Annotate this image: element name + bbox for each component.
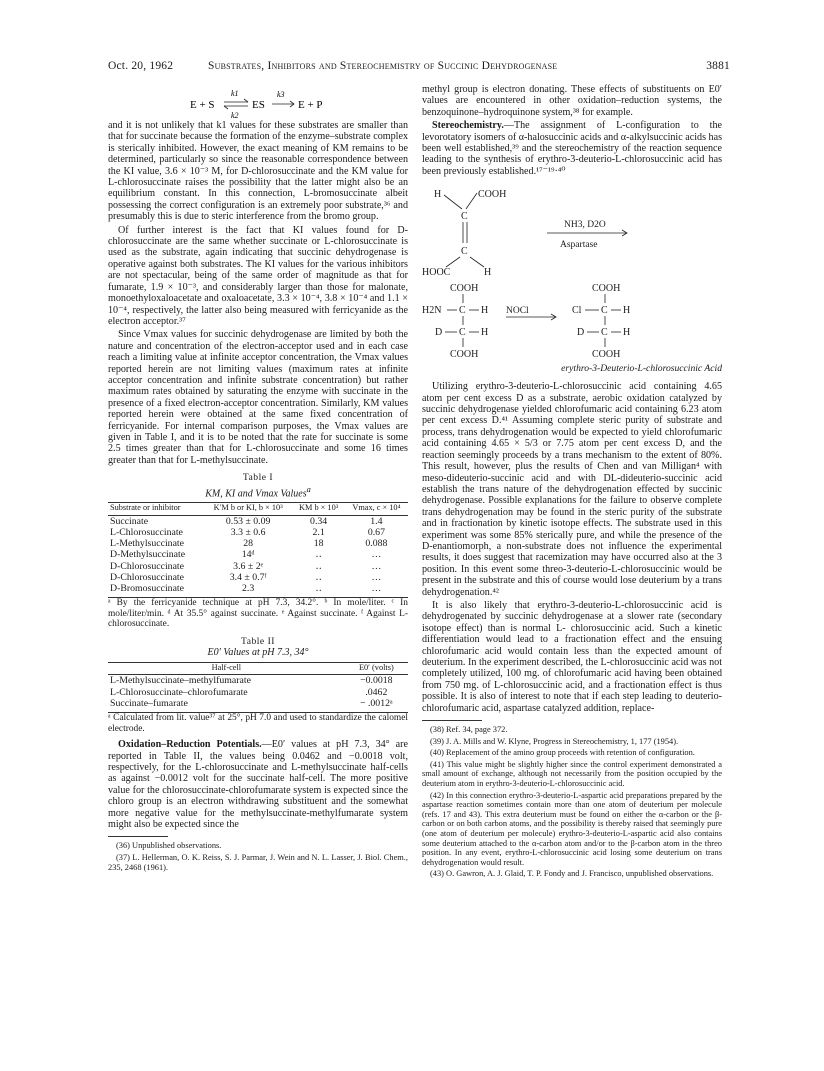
cell: D-Chlorosuccinate — [110, 571, 184, 583]
footnote: (39) J. A. Mills and W. Klyne, Progress in Stereochemistry, 1, 177 (1954). — [430, 736, 679, 746]
atom-cooh: COOH — [450, 283, 479, 295]
equilibrium-scheme — [148, 84, 368, 120]
section-title: Oxidation–Reduction Potentials. — [118, 739, 262, 751]
table-2-note: ᵃ Calculated from lit. value³⁷ at 25°, pH 7.0 and used to standardize the calomel electrode. — [108, 712, 408, 734]
atom-h2n: H2N — [422, 305, 442, 317]
svg-text:C: C — [601, 305, 608, 317]
reagent-1-label: Aspartase — [560, 240, 598, 251]
cell: ‥ — [315, 560, 322, 572]
table-row — [108, 583, 408, 594]
paragraph — [108, 739, 408, 830]
cell: 3.4 ± 0.7ᶠ — [229, 571, 267, 583]
cell: 2.1 — [312, 527, 325, 539]
paragraph — [422, 120, 722, 177]
cell: 0.088 — [365, 538, 388, 550]
table-1-title — [108, 484, 408, 500]
table-1-title-mark: a — [306, 484, 311, 494]
svg-text:C: C — [461, 246, 468, 258]
page-number: 3881 — [706, 60, 730, 72]
paragraph: Since Vmax values for succinic dehydrogenase are limited by both the nature and concentration of the electron-acceptor used and in each case reach a limiting value at infinite acceptor concentration, the Vmax values reported herein are not limiting values (maximum rates at infinite acceptor concentration and infinite substrate concentration) but rather maximum rates obtained by saturating the enzyme with succinate in the presence of a fixed electron-acceptor concentration. Similarly, KM values reported herein were obtained at the same fixed concentration of ferricyanide. For internal comparison purposes, the Vmax values are given in Table I, and it is to be noted that the rate for succinate is some 2.5 times greater than that for L-chlorosuccinate and some 16 times greater than that for L-methylsuccinate. — [108, 329, 408, 466]
cell: L-Chlorosuccinate — [110, 527, 183, 539]
atom-hooc: HOOC — [422, 267, 451, 279]
cell: 2.3 — [242, 583, 255, 595]
col-header: KM b × 10³ — [299, 503, 339, 513]
eq-k2: k2 — [231, 111, 239, 120]
paragraph: Of further interest is the fact that KI values found for D-chlorosuccinate are the same whether succinate or L-chlorosuccinate is used as the substrate, again indicating that succinic dehydrogenase is operative against both substrates. The KI values for the various inhibitors are not spectacular, being of the same order of magnitude as that for fumarate, 1.9 × 10⁻³, and considerably larger than those for malonate, monoethyloxaloacetate and oxaloacetate, 3.3 × 10⁻⁴, 3.8 × 10⁻⁴ and 1.1 × 10⁻⁴, respectively, the latter also being measured with ferricyanide as the electron acceptor.³⁷ — [108, 224, 408, 327]
footnote: (43) O. Gawron, A. J. Glaid, T. P. Fondy and J. Francisco, unpublished observations. — [430, 869, 714, 879]
atom-h: H — [623, 327, 631, 339]
cell: 0.67 — [367, 527, 385, 539]
atom-h: H — [481, 327, 489, 339]
cell: L-Methylsuccinate — [110, 538, 184, 550]
svg-text:C: C — [459, 305, 466, 317]
cell: … — [371, 583, 382, 595]
atom-cooh: COOH — [592, 349, 621, 361]
table-1 — [108, 472, 408, 630]
cell: … — [371, 560, 382, 572]
svg-text:C: C — [461, 211, 468, 223]
svg-text:C: C — [601, 327, 608, 339]
cell: D-Methylsuccinate — [110, 549, 186, 561]
cell: Succinate — [110, 515, 149, 527]
footnote: (40) Replacement of the amino group proceeds with retention of configuration. — [430, 748, 695, 758]
cell: … — [371, 571, 382, 583]
paragraph-text: —E0′ values at pH 7.3, 34° are reported in Table II, the values being 0.0462 and −0.0018 volt, respectively, for the L-chlorosuccinate and L-methylsuccinate half-cells as against −0.0012 volt for the succinate half-cell. The more positive value for the chlorosuccinate-chlorofumarate system is expected since the chloro group is an electron withdrawing substituent and the somewhat more negative value for the methylsuccinate-methylfumarate system might also be expected since the — [108, 739, 409, 830]
footnote: (38) Ref. 34, page 372. — [430, 725, 508, 735]
structure-drawing — [422, 179, 722, 427]
eq-rhs: E + P — [298, 99, 323, 111]
cell: L-Chlorosuccinate–chlorofumarate — [110, 686, 248, 698]
footnote: (41) This value might be slightly higher since the control experiment demonstrated a small amount of exchange, although not necessarily from the position occupied by the deuterium atom in erythro-3-deuterio-L-chlorosuccinic acid. — [422, 759, 722, 788]
left-column — [108, 84, 408, 874]
header-title: Substrates, Inhibitors and Stereochemistry of Succinic Dehydrogenase — [208, 60, 558, 72]
cell: D-Bromosuccinate — [110, 583, 184, 595]
table-row — [108, 561, 408, 572]
cell: 28 — [243, 538, 254, 550]
table-1-title-text: KM, KI and Vmax Values — [205, 487, 307, 499]
cell: L-Methylsuccinate–methylfumarate — [110, 675, 251, 687]
footnote-divider — [422, 720, 482, 721]
cell: ‥ — [315, 583, 322, 595]
eq-lhs: E + S — [190, 99, 215, 111]
eq-middle: ES — [252, 99, 265, 111]
cell: 18 — [313, 538, 324, 550]
table-1-grid — [108, 502, 408, 594]
col-header: Substrate or inhibitor — [110, 503, 181, 513]
table-row — [108, 572, 408, 583]
table-row — [108, 687, 408, 698]
cell: 0.53 ± 0.09 — [225, 515, 271, 527]
col-header: K′M b or KI, b × 10³ — [213, 503, 283, 513]
kinetic-equation — [108, 84, 408, 120]
running-header — [108, 60, 730, 76]
footnote: (36) Unpublished observations. — [116, 841, 222, 851]
svg-text:C: C — [459, 327, 466, 339]
cell: ‥ — [315, 549, 322, 561]
atom-cooh: COOH — [592, 283, 621, 295]
cell: ‥ — [315, 571, 322, 583]
cell: D-Chlorosuccinate — [110, 560, 184, 572]
table-1-label: Table I — [242, 472, 274, 484]
reagent-1: NH3, D2O — [564, 220, 606, 231]
right-column — [422, 84, 722, 881]
paragraph: Utilizing erythro-3-deuterio-L-chlorosuccinic acid containing 4.65 atom per cent excess D as a substrate, aerobic oxidation catalyzed by succinic dehydrogenase yielded chlorofumaric acid containing 6.23 atom per cent excess D.⁴¹ Assuming complete steric purity of substrate and process, trans dehydrogenation would be expected to yield chlorofumaric acid containing 4.65 × 5/3 or 7.75 atom per cent excess D, and the reaction seemingly proceeds by a trans mechanism to the extent of 80%. This result, however, plus the results of Chen and van Milligan⁴ with meso-dideuterio-succinic acid and with DL-dideuterio-succinic acid establish the trans nature of the dehydrogenation effected by succinic dehydrogenase. Possible explanations for the failure to observe complete trans dehydrogenation may be found in the steric purity of the substrate and in fractionation by kinetic isotope effects. The substrate used in this experiment was some 85% sterically pure, and while the presence of the D-enantiomorph, a non-substrate does not influence the experimental results, it does suggest that racemization may have occurred also at the 3 position. In this event some threo-3-deuterio-L-chlorosuccinic would be present in the substrate and this of course would lose deuterium by a trans dehydrogenation.⁴² — [422, 381, 722, 598]
cell: .0462 — [365, 686, 388, 698]
cell: − .0012ᵃ — [359, 697, 393, 709]
cell: … — [371, 549, 382, 561]
table-row — [108, 698, 408, 709]
table-2-grid — [108, 662, 408, 709]
atom-h: H — [481, 305, 489, 317]
paragraph: methyl group is electron donating. These effects of substituents on E0′ values are encountered in other oxidation–reduction systems, the benzoquinone–hydroquinone system,³⁸ for example. — [422, 84, 722, 118]
col-header: Half-cell — [211, 662, 242, 672]
table-row — [108, 549, 408, 560]
atom-cooh: COOH — [450, 349, 479, 361]
cell: 1.4 — [370, 515, 383, 527]
reagent-2: NOCl — [506, 306, 529, 317]
col-header: Vmax, c × 10⁴ — [352, 503, 401, 513]
atom-d: D — [435, 327, 443, 339]
atom-d: D — [577, 327, 585, 339]
atom-h: H — [434, 189, 442, 201]
paragraph: and it is not unlikely that k1 values for these substrates are smaller than that for succinate because the formation of the enzyme–substrate complex is sterically inhibited. However, the exact meaning of KM remains to be determined, particularly so since the reasonable correspondence between the KI value, 3.6 × 10⁻³ M, for D-chlorosuccinate and the KM value for L-chlorosuccinate raises the possibility that the latter might also be an equilibrium constant. In this connection, L-bromosuccinate albeit possessing the correct configuration is an extremely poor substrate,³⁶ and presumably this is due to steric interference from the bromo group. — [108, 120, 408, 223]
table-2-label: Table II — [241, 636, 275, 648]
scheme-caption: erythro-3-Deuterio-L-chlorosuccinic Acid — [561, 363, 722, 375]
footnote-divider — [108, 836, 168, 837]
cell: 14ᵈ — [241, 549, 255, 561]
cell: Succinate–fumarate — [110, 697, 188, 709]
eq-k3: k3 — [277, 90, 285, 99]
cell: 3.6 ± 2ᵉ — [233, 560, 264, 572]
table-row — [108, 515, 408, 527]
atom-cl: Cl — [572, 305, 582, 317]
footnote: (37) L. Hellerman, O. K. Reiss, S. J. Parmar, J. Wein and N. L. Lasser, J. Biol. Chem., 235, 2468 (1961). — [108, 852, 408, 872]
cell: 0.34 — [310, 515, 328, 527]
table-row — [108, 527, 408, 538]
col-header: E0′ (volts) — [358, 662, 394, 672]
table-1-note: ᵃ By the ferricyanide technique at pH 7.3, 34.2°. ᵇ In mole/liter. ᶜ In mole/liter/min. ᵈ At 35.5° against succinate. ᵉ Against succinate. ᶠ Against L-chlorosuccinate. — [108, 598, 408, 630]
header-date: Oct. 20, 1962 — [108, 60, 174, 72]
eq-k1: k1 — [231, 89, 239, 98]
section-title: Stereochemistry. — [432, 120, 504, 132]
reaction-scheme — [422, 179, 722, 439]
table-2 — [108, 636, 408, 734]
cell: 3.3 ± 0.6 — [230, 527, 266, 539]
table-2-title: E0′ Values at pH 7.3, 34° — [207, 647, 309, 659]
atom-cooh: COOH — [478, 189, 507, 201]
cell: −0.0018 — [360, 675, 393, 687]
table-row — [108, 538, 408, 549]
atom-h: H — [484, 267, 492, 279]
atom-h: H — [623, 305, 631, 317]
paragraph-text: —The assignment of L-configuration to the levorotatory isomers of α-halosuccinic acids and α-alkylsuccinic acids has been well established,³⁹ and the stereochemistry of the reaction sequence leading to the synthesis of erythro-3-deuterio-L-chlorosuccinic acid has been previously established.¹⁷⁻¹⁹·⁴⁰ — [422, 120, 722, 177]
footnote: (42) In this connection erythro-3-deuterio-L-aspartic acid preparations prepared by the aspartase reaction sometimes contain more than one atom of deuterium per molecule (refs. 17 and 43). This extra deuterium must be found on either the α-carbon or the β-carbon or on both carbon atoms, and the possibility is thereby raised that seemingly pure (one atom of deuterium per molecule) erythro-3-deuterio-L-aspartic acid also contains some deuterium attached to the α-carbon atom and/or to the β-carbon atom in the threo position. In any event, erythro-L-chlorosuccinic acid losing some deuterium on trans dehydrogenation would result. — [422, 790, 722, 867]
table-row — [108, 675, 408, 687]
paragraph: It is also likely that erythro-3-deuterio-L-chlorosuccinic acid is dehydrogenated by succinic dehydrogenase at a slower rate (secondary isotope effect) than is normal L- chlorosuccinic acid. Such a kinetic differentiation would lead to a fractionation effect and the ensuing chlorofumaric acid would contain less than the expected amount of deuterium. In the experiment described, the L-chlorosuccinic acid was not completely utilized, 100 mg. of chlorofumaric acid having been obtained from 750 mg. of L-chlorosuccinic acid, and a fractionation effect is thus possible. It is also of interest to note that if each step leading to deuterio-chlorofumaric acid, aspartase catalyzed addition, replace- — [422, 599, 722, 714]
